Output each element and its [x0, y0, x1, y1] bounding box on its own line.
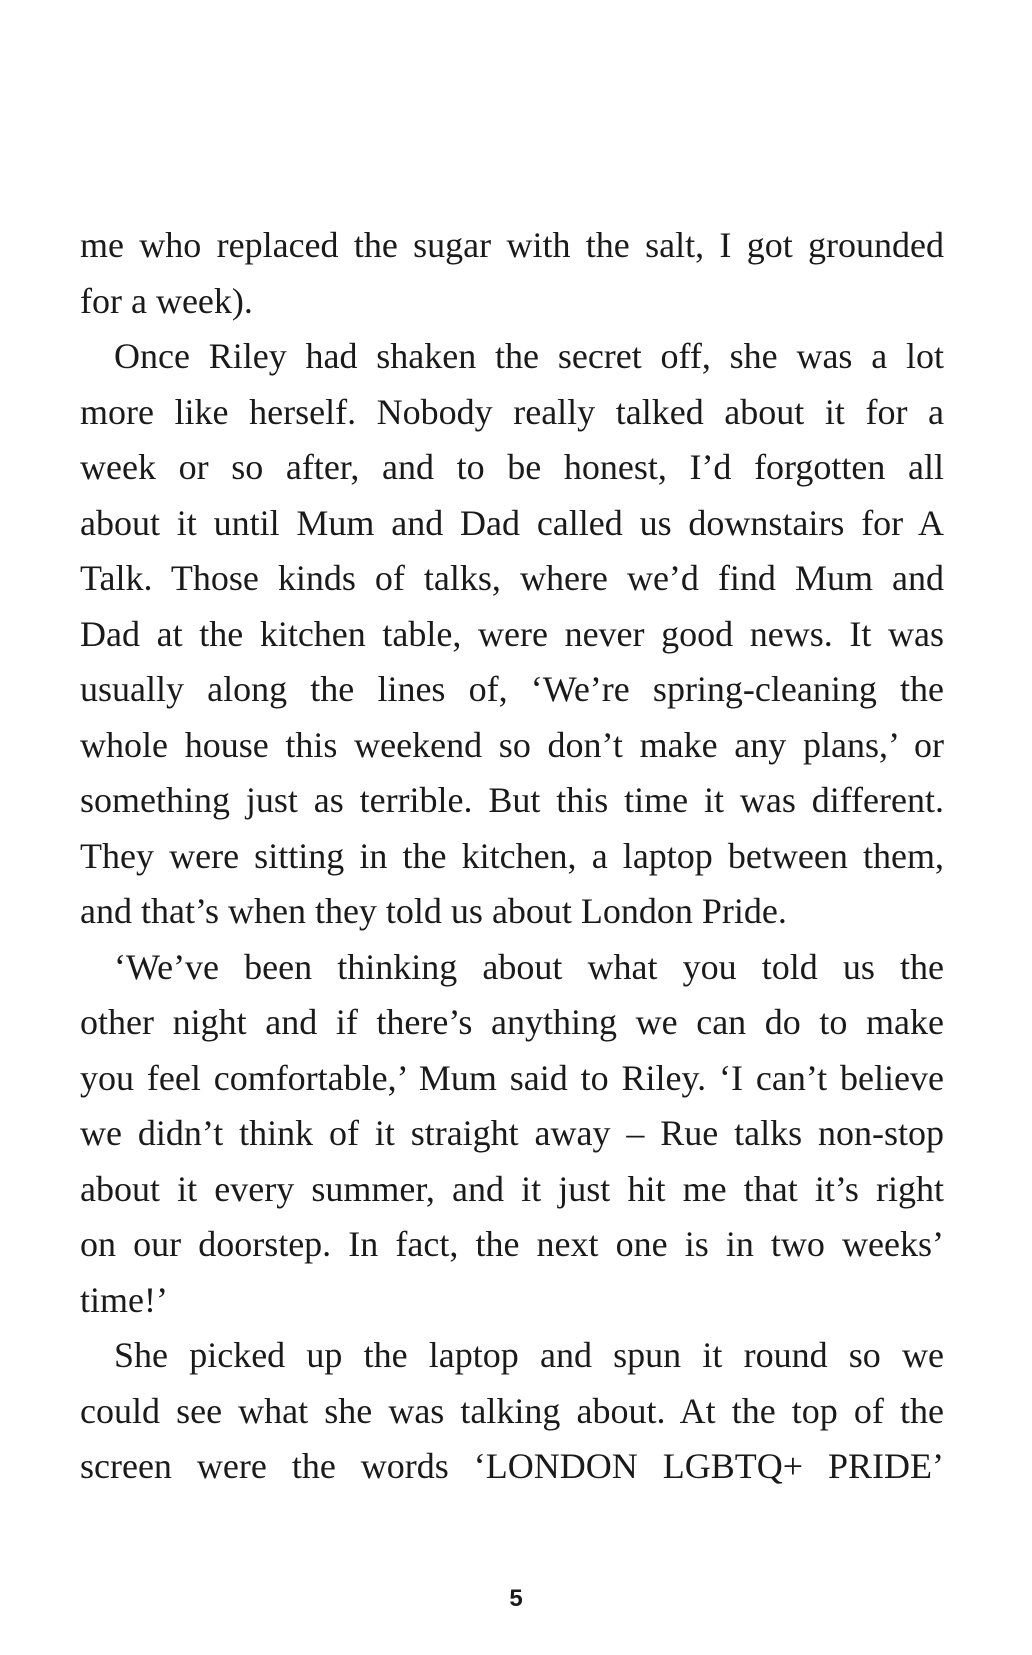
text-line: about it until Mum and Dad called us downstairs for A — [80, 502, 944, 543]
text-line: week or so after, and to be honest, I’d forgotten all — [80, 447, 944, 487]
page-number: 5 — [509, 1585, 523, 1612]
text-line: me who replaced the sugar with the salt, I got grounded — [80, 225, 944, 265]
text-line: Once Riley had shaken the secret off, she was a lot — [114, 336, 944, 376]
text-line: Dad at the kitchen table, were never good news. It was — [80, 613, 944, 654]
text-line: more like herself. Nobody really talked about it for a — [80, 391, 944, 432]
body-text — [80, 218, 944, 1495]
text-line: could see what she was talking about. At the top of the — [80, 1390, 944, 1431]
text-line: whole house this weekend so don’t make any plans,’ or — [80, 724, 944, 765]
text-line: usually along the lines of, ‘We’re spring-cleaning the — [80, 669, 944, 709]
text-line: They were sitting in the kitchen, a laptop between them, — [80, 835, 944, 876]
paragraph — [80, 329, 944, 940]
text-line: for a week). — [80, 280, 253, 321]
paragraph — [80, 1328, 944, 1495]
text-line: time!’ — [80, 1279, 168, 1320]
text-line: other night and if there’s anything we can do to make — [80, 1002, 944, 1042]
text-line: Talk. Those kinds of talks, where we’d find Mum and — [80, 558, 944, 598]
text-line: screen were the words ‘LONDON LGBTQ+ PRIDE’ — [80, 1446, 944, 1486]
text-line: and that’s when they told us about London Pride. — [80, 891, 787, 931]
text-line: ‘We’ve been thinking about what you told us the — [114, 946, 944, 987]
text-line: you feel comfortable,’ Mum said to Riley. ‘I can’t believe — [80, 1057, 944, 1098]
text-line: She picked up the laptop and spun it round so we — [114, 1335, 944, 1375]
paragraph — [80, 940, 944, 1329]
text-line: on our doorstep. In fact, the next one is in two weeks’ — [80, 1224, 944, 1264]
text-line: something just as terrible. But this time it was different. — [80, 780, 944, 820]
text-line: we didn’t think of it straight away – Rue talks non-stop — [80, 1113, 944, 1153]
paragraph — [80, 218, 944, 329]
text-line: about it every summer, and it just hit me that it’s right — [80, 1168, 944, 1209]
